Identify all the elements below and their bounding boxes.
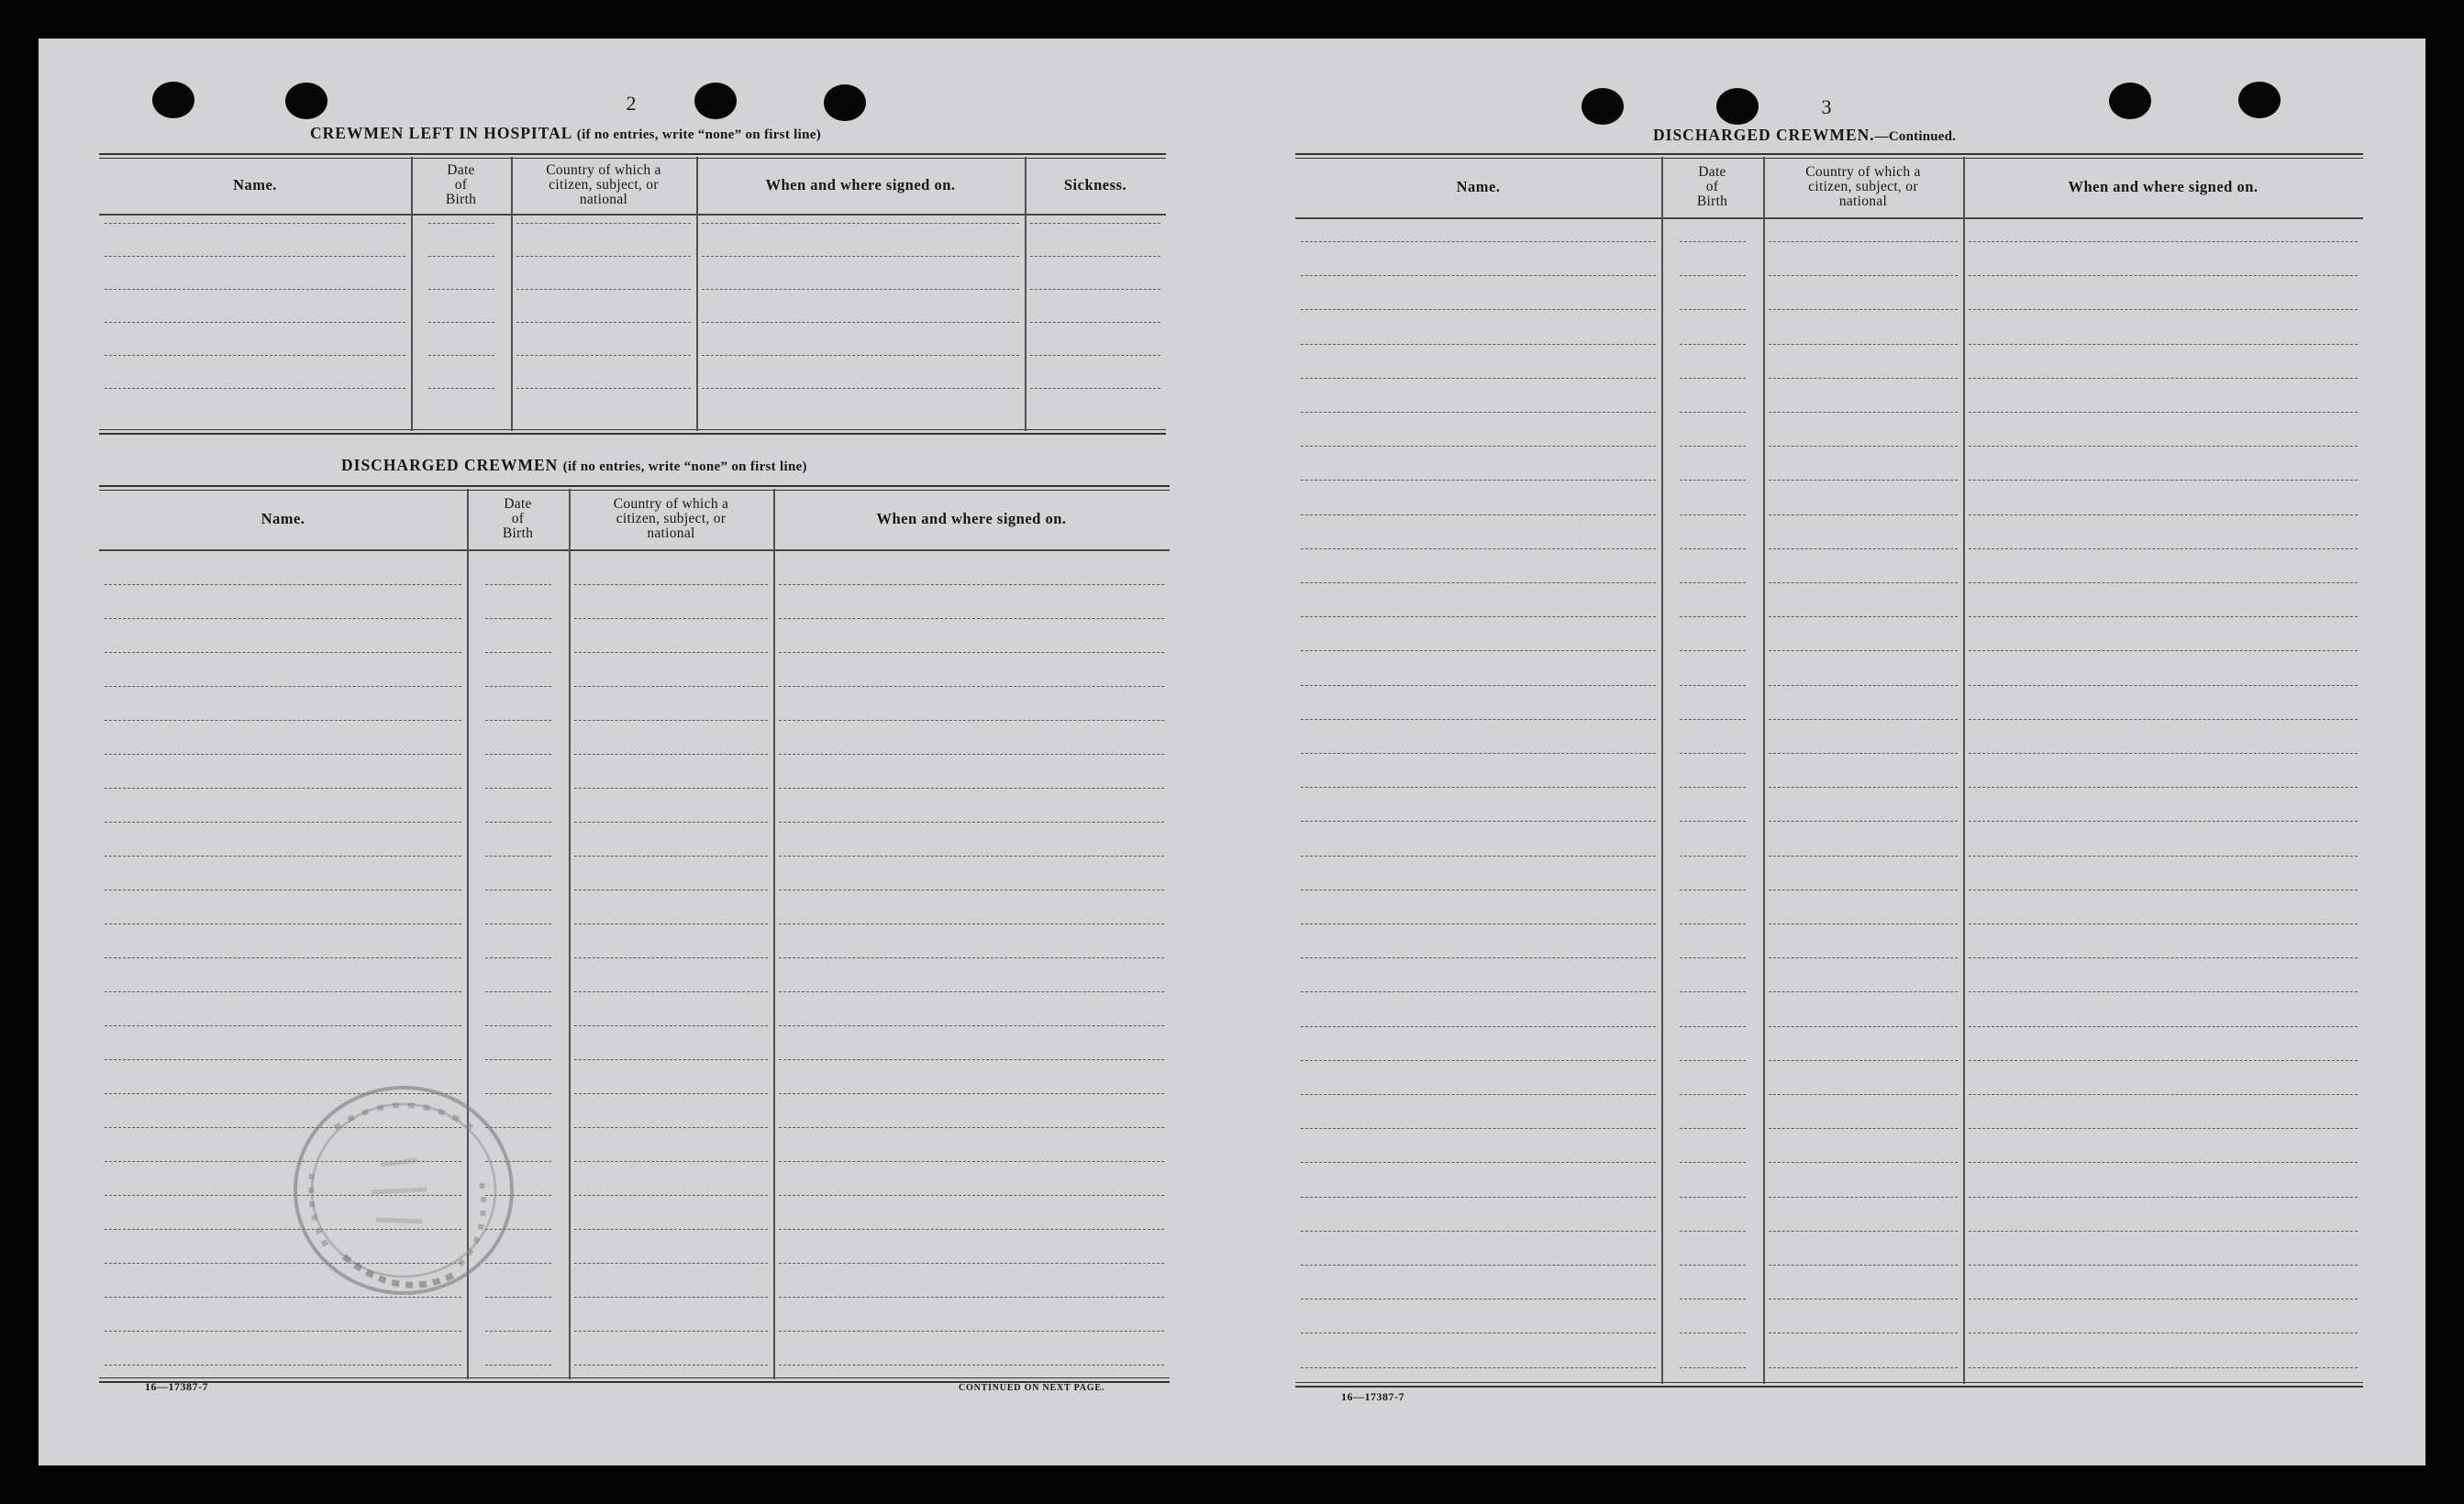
entry-line bbox=[1301, 480, 1656, 481]
entry-line bbox=[485, 1331, 551, 1332]
column-divider bbox=[773, 489, 775, 1379]
entry-line bbox=[1969, 1060, 2358, 1061]
entry-line bbox=[1769, 957, 1958, 958]
entry-line bbox=[1301, 821, 1656, 822]
entry-line bbox=[1680, 957, 1746, 958]
entry-line bbox=[574, 1263, 768, 1264]
entry-line bbox=[574, 856, 768, 857]
punch-hole bbox=[694, 83, 737, 119]
form-number-left: 16—17387-7 bbox=[145, 1380, 208, 1393]
entry-line bbox=[485, 618, 551, 619]
entry-line bbox=[1769, 1367, 1958, 1368]
punch-hole bbox=[824, 84, 866, 121]
column-divider bbox=[1661, 157, 1663, 1384]
entry-line bbox=[485, 788, 551, 789]
column-header: Country of which a citizen, subject, or national bbox=[546, 162, 661, 207]
entry-line bbox=[105, 822, 461, 823]
header-rule bbox=[1295, 217, 2363, 219]
entry-line bbox=[105, 788, 461, 789]
entry-line bbox=[779, 1127, 1164, 1128]
entry-line bbox=[1969, 309, 2358, 310]
entry-line bbox=[574, 1229, 768, 1230]
entry-line bbox=[1969, 821, 2358, 822]
entry-line bbox=[779, 1059, 1164, 1060]
entry-line bbox=[779, 991, 1164, 992]
entry-line bbox=[105, 223, 405, 224]
entry-line bbox=[779, 1195, 1164, 1196]
entry-line bbox=[779, 856, 1164, 857]
entry-line bbox=[1969, 856, 2358, 857]
entry-line bbox=[105, 256, 405, 257]
hospital-table bbox=[99, 153, 1166, 433]
discharged-continued-suffix: —Continued. bbox=[1874, 129, 1957, 144]
discharged-note: (if no entries, write “none” on first line) bbox=[562, 459, 807, 474]
entry-line bbox=[485, 686, 551, 687]
entry-line bbox=[779, 1365, 1164, 1366]
entry-line bbox=[1030, 223, 1160, 224]
entry-line bbox=[779, 686, 1164, 687]
discharged-table bbox=[99, 485, 1170, 1381]
entry-line bbox=[1680, 344, 1746, 345]
entry-line bbox=[1301, 923, 1656, 924]
entry-line bbox=[1301, 616, 1656, 617]
column-divider bbox=[569, 489, 571, 1379]
entry-line bbox=[105, 991, 461, 992]
entry-line bbox=[1680, 856, 1746, 857]
entry-line bbox=[702, 289, 1019, 290]
entry-line bbox=[574, 754, 768, 755]
entry-line bbox=[1969, 685, 2358, 686]
entry-line bbox=[1769, 650, 1958, 651]
entry-line bbox=[105, 720, 461, 721]
entry-line bbox=[1769, 582, 1958, 583]
entry-line bbox=[428, 289, 494, 290]
entry-line bbox=[1769, 616, 1958, 617]
entry-line bbox=[1969, 582, 2358, 583]
entry-line bbox=[702, 355, 1019, 356]
entry-line bbox=[428, 223, 494, 224]
entry-line bbox=[428, 256, 494, 257]
column-header: Name. bbox=[1456, 178, 1501, 195]
entry-line bbox=[1301, 241, 1656, 242]
entry-line bbox=[105, 322, 405, 323]
entry-line bbox=[779, 618, 1164, 619]
entry-line bbox=[1680, 241, 1746, 242]
entry-line bbox=[1969, 1231, 2358, 1232]
entry-line bbox=[1680, 923, 1746, 924]
entry-line bbox=[1680, 548, 1746, 549]
entry-line bbox=[1301, 787, 1656, 788]
entry-line bbox=[1301, 1060, 1656, 1061]
discharged-title: DISCHARGED CREWMEN bbox=[341, 456, 559, 474]
discharged-section-title bbox=[341, 456, 807, 475]
entry-line bbox=[1680, 582, 1746, 583]
punch-hole bbox=[2238, 82, 2281, 118]
entry-line bbox=[105, 856, 461, 857]
entry-line bbox=[485, 1365, 551, 1366]
entry-line bbox=[105, 923, 461, 924]
entry-line bbox=[702, 256, 1019, 257]
entry-line bbox=[1301, 446, 1656, 447]
entry-line bbox=[779, 1331, 1164, 1332]
entry-line bbox=[1301, 957, 1656, 958]
entry-line bbox=[1769, 412, 1958, 413]
header-rule bbox=[99, 549, 1170, 551]
entry-line bbox=[1769, 787, 1958, 788]
entry-line bbox=[1301, 412, 1656, 413]
entry-line bbox=[105, 652, 461, 653]
hospital-section-title bbox=[310, 124, 821, 143]
punch-hole bbox=[285, 83, 327, 119]
entry-line bbox=[105, 1331, 461, 1332]
entry-line bbox=[1769, 378, 1958, 379]
entry-line bbox=[1969, 548, 2358, 549]
entry-line bbox=[1969, 1128, 2358, 1129]
entry-line bbox=[485, 754, 551, 755]
entry-line bbox=[1969, 412, 2358, 413]
entry-line bbox=[1969, 719, 2358, 720]
entry-line bbox=[1769, 1231, 1958, 1232]
discharged-continued-main: DISCHARGED CREWMEN. bbox=[1653, 126, 1875, 144]
entry-line bbox=[1769, 923, 1958, 924]
entry-line bbox=[1301, 1094, 1656, 1095]
entry-line bbox=[1769, 548, 1958, 549]
entry-line bbox=[1680, 1231, 1746, 1232]
entry-line bbox=[574, 618, 768, 619]
entry-line bbox=[1301, 1231, 1656, 1232]
column-header: When and where signed on. bbox=[2068, 178, 2259, 195]
entry-line bbox=[485, 822, 551, 823]
entry-line bbox=[779, 1297, 1164, 1298]
entry-line bbox=[1301, 344, 1656, 345]
entry-line bbox=[1969, 1094, 2358, 1095]
entry-line bbox=[702, 388, 1019, 389]
entry-line bbox=[1769, 1060, 1958, 1061]
entry-line bbox=[1301, 378, 1656, 379]
entry-line bbox=[105, 1365, 461, 1366]
hospital-note: (if no entries, write “none” on first line) bbox=[576, 127, 821, 142]
column-header: Name. bbox=[233, 176, 277, 194]
entry-line bbox=[779, 788, 1164, 789]
entry-line bbox=[105, 289, 405, 290]
entry-line bbox=[1769, 1128, 1958, 1129]
entry-line bbox=[428, 388, 494, 389]
entry-line bbox=[105, 754, 461, 755]
entry-line bbox=[105, 388, 405, 389]
entry-line bbox=[1769, 1162, 1958, 1163]
entry-line bbox=[1301, 1367, 1656, 1368]
entry-line bbox=[574, 1365, 768, 1366]
entry-line bbox=[428, 355, 494, 356]
entry-line bbox=[516, 388, 691, 389]
entry-line bbox=[1680, 650, 1746, 651]
column-header: Country of which a citizen, subject, or national bbox=[1805, 164, 1921, 209]
page-number-left: 2 bbox=[626, 92, 637, 115]
form-number-right: 16—17387-7 bbox=[1341, 1390, 1404, 1403]
entry-line bbox=[574, 686, 768, 687]
entry-line bbox=[1769, 1197, 1958, 1198]
entry-line bbox=[574, 788, 768, 789]
entry-line bbox=[779, 652, 1164, 653]
entry-line bbox=[574, 1059, 768, 1060]
entry-line bbox=[516, 256, 691, 257]
entry-line bbox=[1680, 616, 1746, 617]
entry-line bbox=[779, 1093, 1164, 1094]
table-bottom-rule bbox=[99, 429, 1166, 435]
entry-line bbox=[1680, 275, 1746, 276]
entry-line bbox=[1680, 821, 1746, 822]
entry-line bbox=[574, 1297, 768, 1298]
entry-line bbox=[485, 1025, 551, 1026]
entry-line bbox=[1301, 991, 1656, 992]
entry-line bbox=[485, 957, 551, 958]
entry-line bbox=[574, 652, 768, 653]
entry-line bbox=[1301, 1026, 1656, 1027]
punch-hole bbox=[1582, 88, 1624, 125]
entry-line bbox=[1680, 480, 1746, 481]
entry-line bbox=[1030, 355, 1160, 356]
entry-line bbox=[105, 1025, 461, 1026]
entry-line bbox=[1301, 856, 1656, 857]
entry-line bbox=[1680, 1060, 1746, 1061]
entry-line bbox=[1769, 719, 1958, 720]
entry-line bbox=[1301, 685, 1656, 686]
entry-line bbox=[1969, 344, 2358, 345]
entry-line bbox=[1030, 256, 1160, 257]
entry-line bbox=[1680, 1162, 1746, 1163]
hospital-title: CREWMEN LEFT IN HOSPITAL bbox=[310, 124, 572, 142]
entry-line bbox=[1680, 1367, 1746, 1368]
entry-line bbox=[1769, 344, 1958, 345]
entry-line bbox=[1769, 480, 1958, 481]
entry-line bbox=[1680, 753, 1746, 754]
entry-line bbox=[1969, 753, 2358, 754]
entry-line bbox=[1769, 821, 1958, 822]
entry-line bbox=[574, 1093, 768, 1094]
entry-line bbox=[1969, 787, 2358, 788]
entry-line bbox=[1301, 1162, 1656, 1163]
entry-line bbox=[1301, 650, 1656, 651]
column-divider bbox=[1763, 157, 1765, 1384]
entry-line bbox=[1769, 1026, 1958, 1027]
entry-line bbox=[485, 584, 551, 585]
entry-line bbox=[1969, 378, 2358, 379]
circular-stamp bbox=[271, 1073, 527, 1302]
entry-line bbox=[1769, 309, 1958, 310]
entry-line bbox=[105, 686, 461, 687]
entry-line bbox=[1301, 1197, 1656, 1198]
entry-line bbox=[1769, 514, 1958, 515]
entry-line bbox=[1030, 289, 1160, 290]
entry-line bbox=[779, 754, 1164, 755]
entry-line bbox=[779, 1229, 1164, 1230]
entry-line bbox=[779, 584, 1164, 585]
entry-line bbox=[485, 856, 551, 857]
entry-line bbox=[485, 720, 551, 721]
entry-line bbox=[1769, 446, 1958, 447]
entry-line bbox=[1969, 514, 2358, 515]
punch-hole bbox=[152, 82, 194, 118]
column-header: Date of Birth bbox=[502, 496, 534, 541]
entry-line bbox=[1769, 856, 1958, 857]
entry-line bbox=[1030, 322, 1160, 323]
entry-line bbox=[702, 223, 1019, 224]
column-header: When and where signed on. bbox=[876, 510, 1067, 527]
entry-line bbox=[574, 1161, 768, 1162]
entry-line bbox=[1769, 991, 1958, 992]
entry-line bbox=[1301, 753, 1656, 754]
entry-line bbox=[428, 322, 494, 323]
entry-line bbox=[1301, 514, 1656, 515]
entry-line bbox=[516, 355, 691, 356]
punch-hole bbox=[1716, 88, 1759, 125]
entry-line bbox=[1769, 1265, 1958, 1266]
column-header: Name. bbox=[261, 510, 305, 527]
entry-line bbox=[105, 1059, 461, 1060]
entry-line bbox=[1680, 991, 1746, 992]
entry-line bbox=[1969, 923, 2358, 924]
entry-line bbox=[1680, 787, 1746, 788]
entry-line bbox=[1769, 685, 1958, 686]
entry-line bbox=[105, 618, 461, 619]
entry-line bbox=[1301, 275, 1656, 276]
entry-line bbox=[1769, 241, 1958, 242]
entry-line bbox=[1769, 753, 1958, 754]
entry-line bbox=[574, 1025, 768, 1026]
discharged-continued-title bbox=[1653, 126, 1956, 145]
entry-line bbox=[1769, 275, 1958, 276]
continued-note: CONTINUED ON NEXT PAGE. bbox=[959, 1383, 1105, 1393]
entry-line bbox=[1969, 650, 2358, 651]
entry-line bbox=[1969, 1367, 2358, 1368]
column-header: Date of Birth bbox=[1696, 164, 1728, 209]
entry-line bbox=[574, 1331, 768, 1332]
entry-line bbox=[1680, 309, 1746, 310]
entry-line bbox=[485, 923, 551, 924]
column-header: Sickness. bbox=[1063, 176, 1127, 194]
entry-line bbox=[779, 1025, 1164, 1026]
column-divider bbox=[1963, 157, 1965, 1384]
entry-line bbox=[1969, 616, 2358, 617]
entry-line bbox=[105, 957, 461, 958]
entry-line bbox=[105, 355, 405, 356]
entry-line bbox=[1680, 446, 1746, 447]
entry-line bbox=[574, 923, 768, 924]
entry-line bbox=[1301, 719, 1656, 720]
entry-line bbox=[1030, 388, 1160, 389]
entry-line bbox=[574, 584, 768, 585]
entry-line bbox=[779, 822, 1164, 823]
entry-line bbox=[779, 1161, 1164, 1162]
entry-line bbox=[1969, 275, 2358, 276]
entry-line bbox=[516, 223, 691, 224]
entry-line bbox=[1680, 685, 1746, 686]
entry-line bbox=[574, 991, 768, 992]
entry-line bbox=[1680, 1094, 1746, 1095]
entry-line bbox=[779, 957, 1164, 958]
entry-line bbox=[574, 822, 768, 823]
entry-line bbox=[779, 1263, 1164, 1264]
column-header: Country of which a citizen, subject, or national bbox=[613, 496, 729, 541]
entry-line bbox=[1301, 582, 1656, 583]
column-header: Date of Birth bbox=[445, 162, 477, 207]
entry-line bbox=[779, 720, 1164, 721]
entry-line bbox=[485, 1059, 551, 1060]
entry-line bbox=[1969, 241, 2358, 242]
punch-hole bbox=[2109, 83, 2151, 119]
entry-line bbox=[574, 1127, 768, 1128]
table-bottom-rule bbox=[1295, 1382, 2363, 1388]
entry-line bbox=[1969, 1197, 2358, 1198]
entry-line bbox=[1301, 309, 1656, 310]
entry-line bbox=[1969, 1162, 2358, 1163]
page-number-right: 3 bbox=[1821, 95, 1832, 118]
entry-line bbox=[516, 289, 691, 290]
entry-line bbox=[1969, 957, 2358, 958]
entry-line bbox=[574, 1195, 768, 1196]
entry-line bbox=[1680, 514, 1746, 515]
entry-line bbox=[1680, 1026, 1746, 1027]
entry-line bbox=[485, 991, 551, 992]
column-header: When and where signed on. bbox=[765, 176, 956, 194]
entry-line bbox=[1769, 1094, 1958, 1095]
entry-line bbox=[702, 322, 1019, 323]
header-rule bbox=[99, 214, 1166, 216]
entry-line bbox=[516, 322, 691, 323]
entry-line bbox=[105, 584, 461, 585]
discharged-continued-table bbox=[1295, 153, 2363, 1386]
entry-line bbox=[485, 652, 551, 653]
entry-line bbox=[1969, 991, 2358, 992]
entry-line bbox=[1969, 1265, 2358, 1266]
entry-line bbox=[1680, 1197, 1746, 1198]
entry-line bbox=[1680, 1128, 1746, 1129]
entry-line bbox=[1301, 548, 1656, 549]
entry-line bbox=[1680, 719, 1746, 720]
entry-line bbox=[1680, 378, 1746, 379]
entry-line bbox=[1969, 1026, 2358, 1027]
entry-line bbox=[574, 957, 768, 958]
entry-line bbox=[1680, 412, 1746, 413]
entry-line bbox=[1301, 1128, 1656, 1129]
entry-line bbox=[1680, 1265, 1746, 1266]
entry-line bbox=[779, 923, 1164, 924]
entry-line bbox=[1969, 480, 2358, 481]
entry-line bbox=[1301, 1265, 1656, 1266]
entry-line bbox=[574, 720, 768, 721]
entry-line bbox=[1969, 446, 2358, 447]
